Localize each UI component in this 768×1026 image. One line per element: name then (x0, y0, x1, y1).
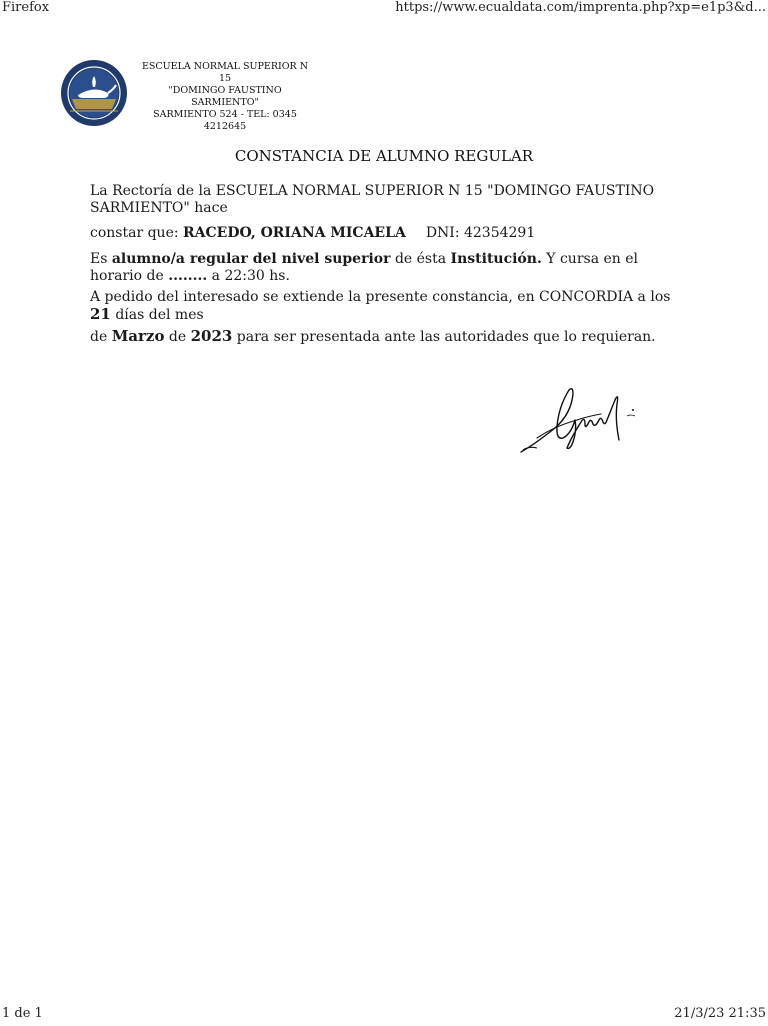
browser-name: Firefox (2, 0, 50, 15)
student-name: RACEDO, ORIANA MICAELA (183, 225, 406, 241)
signature-icon (515, 380, 650, 460)
page-url: https://www.ecualdata.com/imprenta.php?xp=e1p3&d... (395, 0, 766, 15)
print-footer (0, 1006, 768, 1026)
paragraph-date (90, 328, 680, 346)
constar-label: constar que: (90, 225, 184, 241)
paragraph-student (90, 225, 680, 242)
school-name-line3: "DOMINGO FAUSTINO (168, 85, 282, 96)
issued-suffix: días del mes (110, 307, 204, 323)
school-logo-icon (60, 59, 128, 127)
school-header (138, 61, 312, 133)
institution-word: Institución. (450, 251, 542, 267)
status-mid: de ésta (390, 251, 451, 267)
dni-value: 42354291 (463, 225, 536, 241)
issue-year: 2023 (190, 327, 233, 345)
school-name-line1: ESCUELA NORMAL SUPERIOR N (141, 61, 309, 72)
status-prefix: Es (90, 251, 112, 267)
paragraph-intro: La Rectoría de la ESCUELA NORMAL SUPERIOR N 15 "DOMINGO FAUSTINO SARMIENTO" hace (90, 183, 655, 216)
paragraph-status (90, 251, 680, 285)
schedule-end: a 22:30 hs. (207, 268, 290, 284)
dni-label: DNI: (425, 225, 464, 241)
date-prefix: de (90, 329, 112, 345)
date-suffix: para ser presentada ante las autoridades que lo requieran. (232, 329, 656, 345)
print-header (0, 0, 768, 20)
status-mid2: Y cursa en el horario de (90, 251, 639, 284)
school-name-line4: SARMIENTO" (191, 97, 259, 108)
print-datetime: 21/3/23 21:35 (674, 1006, 766, 1021)
issue-month: Marzo (111, 327, 165, 345)
paragraph-issued (90, 289, 680, 324)
school-name-line2: 15 (218, 73, 232, 84)
page-count: 1 de 1 (2, 1006, 43, 1021)
date-mid: de (164, 329, 191, 345)
schedule-dots: ........ (168, 268, 208, 284)
document-title: CONSTANCIA DE ALUMNO REGULAR (234, 147, 534, 165)
status-level: alumno/a regular del nivel superior (111, 251, 391, 267)
issued-prefix: A pedido del interesado se extiende la presente constancia, en CONCORDIA a los (90, 289, 671, 305)
school-address-line1: SARMIENTO 524 - TEL: 0345 (153, 109, 297, 120)
issue-day: 21 (90, 305, 111, 323)
school-address-line2: 4212645 (203, 121, 247, 132)
